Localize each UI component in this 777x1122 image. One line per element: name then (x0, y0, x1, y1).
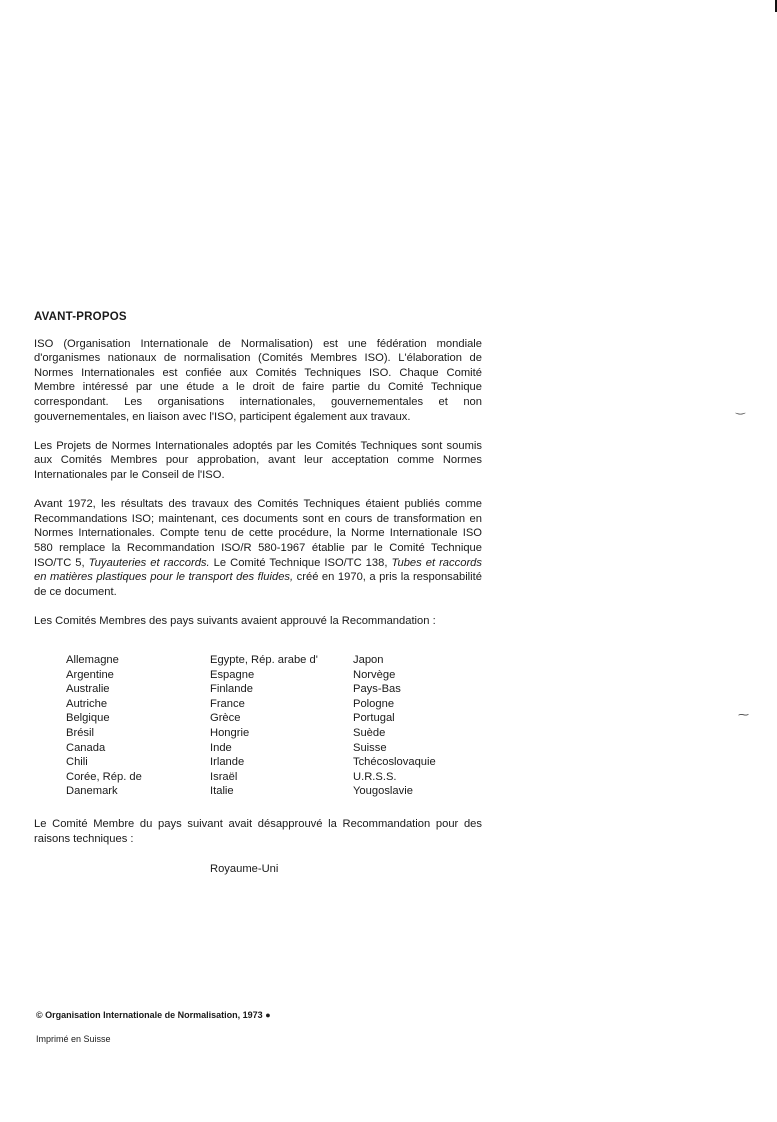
country-name: Brésil (66, 726, 94, 739)
country-name: Danemark (66, 785, 118, 798)
country-name: U.R.S.S. (353, 770, 397, 783)
country-row (66, 770, 486, 785)
country-name: Australie (66, 683, 110, 696)
margin-scan-mark: ⁓ (738, 709, 749, 721)
country-row (66, 682, 486, 697)
history-text-2: Le Comité Technique ISO/TC 138, (209, 556, 392, 569)
approving-countries-table (66, 653, 486, 799)
copyright-notice: © Organisation Internationale de Normalisation, 1973 ● (36, 1010, 271, 1020)
approval-intro: Les Comités Membres des pays suivants avaient approuvé la Recommandation : (34, 614, 436, 627)
country-name: Pays-Bas (353, 683, 401, 696)
foreword-heading: AVANT-PROPOS (34, 311, 127, 323)
country-name: Egypte, Rép. arabe d' (210, 654, 318, 666)
country-row (66, 711, 486, 726)
country-name: Israël (210, 770, 238, 783)
country-name: Inde (210, 741, 232, 754)
paragraph-iso-description: ISO (Organisation Internationale de Normalisation) est une fédération mondiale d'organismes nationaux de normalisation (Comités Membres ISO). L'élaboration de Normes Internationales est confiée aux Comités Techniques ISO. Chaque Comité Membre intéressé par une étude a le droit de faire partie du Comité Technique correspondant. Les organisations internationales, gouvernementales et non gouvernementales, en liaison avec l'ISO, participent également aux travaux. (34, 337, 482, 423)
country-name: Corée, Rép. de (66, 770, 142, 783)
country-name: Irlande (210, 756, 245, 769)
country-name: Espagne (210, 668, 255, 681)
country-name: France (210, 697, 245, 710)
country-name: Suède (353, 726, 386, 739)
committee-title-tc5: Tuyauteries et raccords. (88, 556, 210, 569)
country-name: Pologne (353, 697, 395, 710)
paragraph-draft-standards: Les Projets de Normes Internationales adoptés par les Comités Techniques sont soumis aux Comités Membres pour approbation, avant leur acceptation comme Normes Internationales par le Conseil de l'ISO. (34, 439, 482, 481)
country-name: Chili (66, 756, 88, 769)
history-text-3: créé en 1970, a pris la responsabilité de ce document. (34, 571, 482, 598)
history-text-1: Avant 1972, les résultats des travaux des Comités Techniques étaient publiés comme Recommandations ISO; maintenant, ces documents sont en cours de transformation en Normes Internationales. Compte tenu de cette procédure, la Norme Internationale ISO 580 remplace la Recommandation ISO/R 580-1967 établie par le Comité Technique ISO/TC 5, (34, 498, 482, 569)
country-name: Finlande (210, 683, 253, 696)
disapproving-country: Royaume-Uni (210, 863, 279, 875)
country-name: Norvège (353, 668, 396, 681)
country-name: Japon (353, 654, 384, 666)
country-row (66, 741, 486, 756)
country-name: Portugal (353, 712, 395, 725)
country-name: Suisse (353, 741, 387, 754)
country-row (66, 668, 486, 683)
country-name: Allemagne (66, 654, 119, 666)
country-name: Belgique (66, 712, 110, 725)
country-name: Argentine (66, 668, 114, 681)
country-row (66, 726, 486, 741)
country-name: Italie (210, 785, 234, 798)
country-row (66, 653, 486, 668)
margin-scan-mark: ‿ (736, 403, 745, 415)
country-row (66, 755, 486, 770)
country-row (66, 784, 486, 799)
disapproval-section (34, 817, 482, 846)
foreword-section (34, 310, 482, 643)
country-name: Grèce (210, 712, 241, 725)
country-row (66, 697, 486, 712)
disapproval-intro: Le Comité Membre du pays suivant avait désapprouvé la Recommandation pour des raisons techniques : (34, 818, 482, 845)
paragraph-history (34, 497, 482, 599)
country-name: Hongrie (210, 726, 250, 739)
country-name: Tchécoslovaquie (353, 756, 436, 769)
country-name: Yougoslavie (353, 785, 413, 798)
printed-in-notice: Imprimé en Suisse (36, 1034, 111, 1044)
country-name: Canada (66, 741, 106, 754)
committee-title-tc138: Tubes et raccords en matières plastiques pour le transport des fluides, (34, 556, 482, 584)
country-name: Autriche (66, 697, 108, 710)
